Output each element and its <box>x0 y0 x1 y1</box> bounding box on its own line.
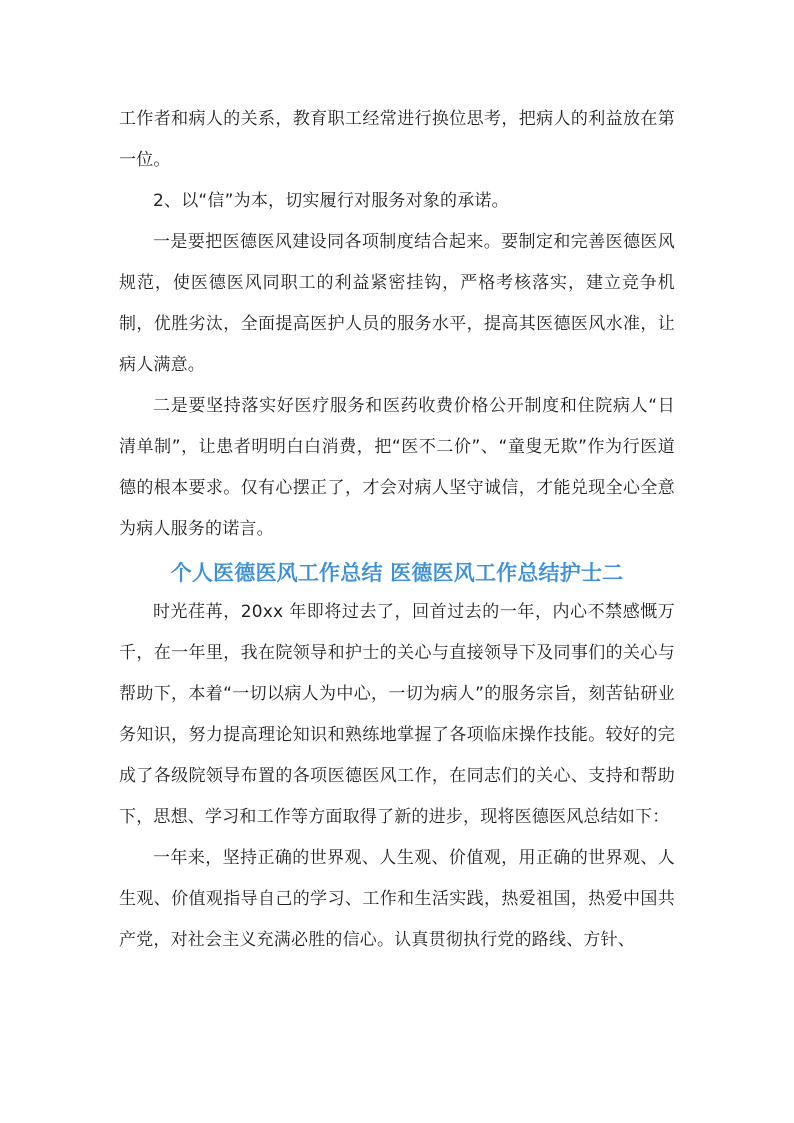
paragraph-institution-building: 一是要把医德医风建设同各项制度结合起来。要制定和完善医德医风规范，使医德医风同职工的利益紧密挂钩，严格考核落实，建立竞争机制，优胜劣汰，全面提高医护人员的服务水平，提高其医德医风水准，让病人满意。 <box>119 232 675 375</box>
document-body <box>119 99 675 961</box>
paragraph-continuation: 工作者和病人的关系，教育职工经常进行换位思考，把病人的利益放在第一位。 <box>119 109 675 170</box>
paragraph-worldview: 一年来，坚持正确的世界观、人生观、价值观，用正确的世界观、人生观、价值观指导自己的学习、工作和生活实践，热爱祖国，热爱中国共产党，对社会主义充满必胜的信心。认真贯彻执行党的路线、方针、 <box>119 848 675 950</box>
section-title: 个人医德医风工作总结 医德医风工作总结护士二 <box>170 561 624 585</box>
paragraph-year-review: 时光荏苒，20xx 年即将过去了，回首过去的一年，内心不禁感慨万千，在一年里，我在院领导和护士的关心与直接领导下及同事们的关心与帮助下，本着“一切以病人为中心，一切为病人”的服务宗旨，刻苦钻研业务知识，努力提高理论知识和熟练地掌握了各项临床操作技能。较好的完成了各级院领导布置的各项医德医风工作，在同志们的关心、支持和帮助下，思想、学习和工作等方面取得了新的进步，现将医德医风总结如下： <box>119 602 675 827</box>
paragraph-principle-trust: 2、以“信”为本，切实履行对服务对象的承诺。 <box>153 191 509 211</box>
paragraph-fee-transparency: 二是要坚持落实好医疗服务和医药收费价格公开制度和住院病人“日清单制”，让患者明明白白消费，把“医不二价”、“童叟无欺”作为行医道德的根本要求。仅有心摆正了，才会对病人坚守诚信，才能兑现全心全意为病人服务的诺言。 <box>119 396 675 539</box>
